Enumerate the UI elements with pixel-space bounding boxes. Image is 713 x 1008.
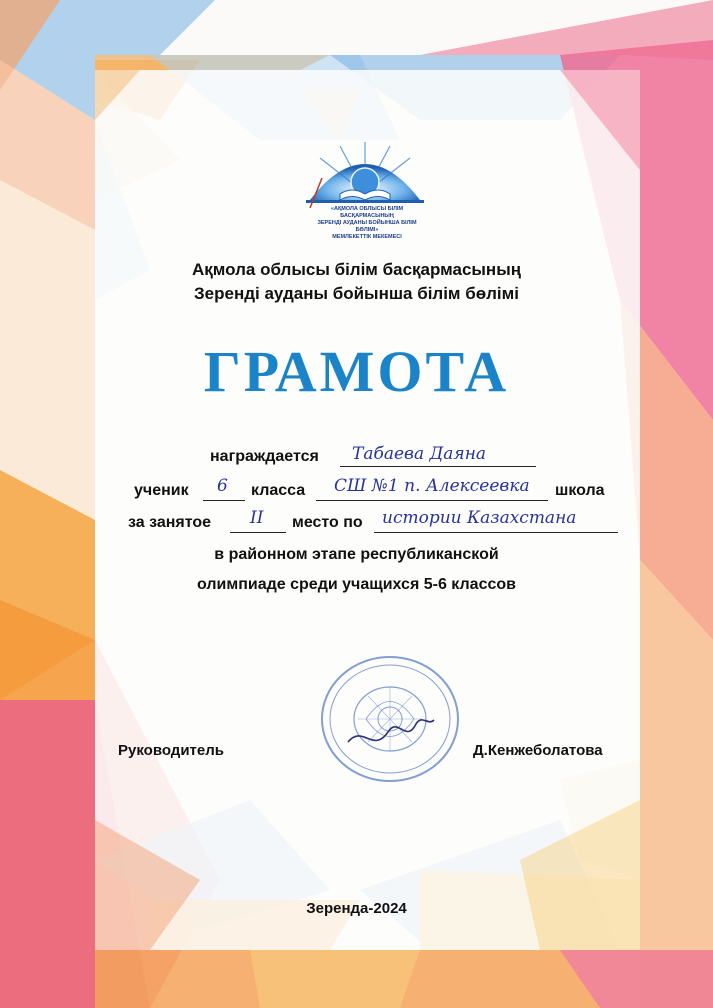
logo-caption xyxy=(312,206,422,241)
awarded-name: Табаева Даяна xyxy=(352,444,487,464)
subject-underline xyxy=(374,532,618,533)
logo-caption-line-3: МЕМЛЕКЕТТІК МЕКЕМЕСІ xyxy=(332,234,402,240)
footer-place-year: Зеренда-2024 xyxy=(306,900,407,917)
place-prefix: за занятое xyxy=(128,514,212,531)
official-stamp xyxy=(318,654,462,784)
signature-role: Руководитель xyxy=(118,742,224,759)
student-label: ученик xyxy=(134,482,189,499)
school-name: СШ №1 п. Алексеевка xyxy=(334,476,530,496)
certificate-title: ГРАМОТА xyxy=(203,339,510,404)
awarded-name-underline xyxy=(340,466,536,467)
header-line-1: Ақмола облысы білім басқармасының xyxy=(192,260,521,279)
subject-name: истории Казахстана xyxy=(382,508,577,528)
place-label: место по xyxy=(292,514,363,531)
logo-caption-line-1: «АҚМОЛА ОБЛЫСЫ БІЛІМ БАСҚАРМАСЫНЫҢ xyxy=(330,206,404,219)
place-underline xyxy=(230,532,286,533)
competition-line-2: олимпиаде среди учащихся 5-6 классов xyxy=(197,576,516,593)
grade-underline xyxy=(203,500,245,501)
awarded-label: награждается xyxy=(210,448,319,465)
logo-caption-line-2: ЗЕРЕНДІ АУДАНЫ БОЙЫНША БІЛІМ БӨЛІМІ» xyxy=(317,220,417,233)
signature-name: Д.Кенжеболатова xyxy=(473,742,603,759)
class-label: класса xyxy=(251,482,306,499)
place-value: II xyxy=(250,508,264,528)
competition-line-1: в районном этапе республиканской xyxy=(214,546,499,563)
header-line-2: Зеренді ауданы бойынша білім бөлімі xyxy=(194,284,519,303)
school-label: школа xyxy=(555,482,605,499)
grade-value: 6 xyxy=(217,476,228,496)
school-underline xyxy=(316,500,548,501)
